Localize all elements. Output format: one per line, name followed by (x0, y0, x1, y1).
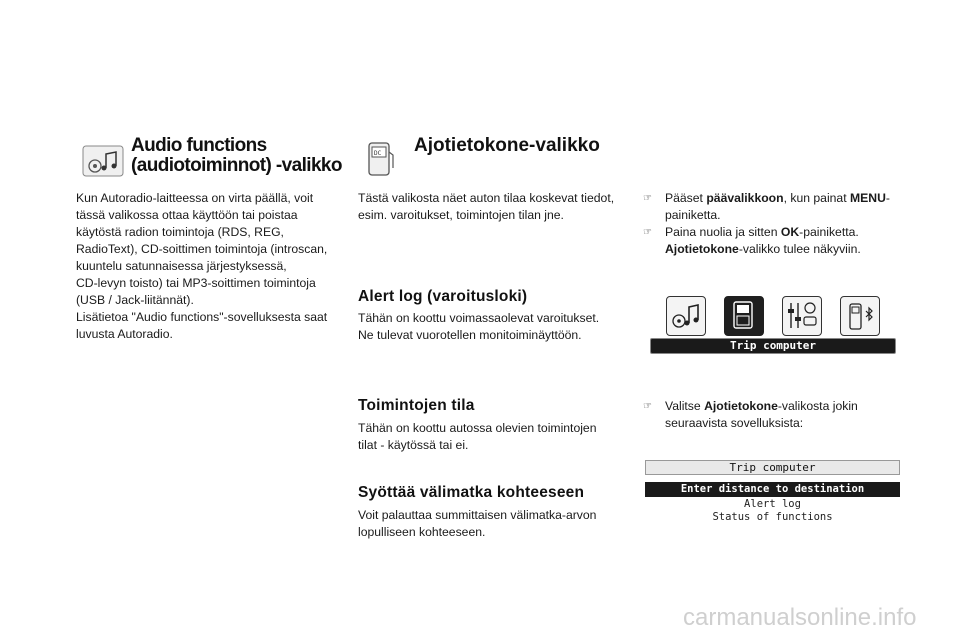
trip-section (358, 130, 620, 550)
distance-body (358, 507, 623, 541)
trip-menu-item-label: Enter distance to destination (680, 483, 865, 495)
main-menu-selection-label: Trip computer (729, 339, 817, 352)
step-1 (643, 190, 903, 224)
audio-icon (667, 297, 704, 334)
audio-title-line2: (audiotoiminnot) -valikko (131, 155, 342, 176)
audio-body-line: käytöstä radion toimintoja (RDS, REG, (76, 225, 284, 239)
step-text: - (885, 191, 890, 205)
step-3-text (665, 398, 858, 432)
audio-body-line: tässä valikossa ottaa käyttöön tai poistaa (76, 208, 298, 222)
menu-trip-computer-icon[interactable] (724, 296, 764, 336)
alert-log-body (358, 310, 623, 344)
audio-body (76, 190, 348, 343)
arrow-bullet-icon: ☞ (643, 193, 652, 204)
audio-body-line: luvusta Autoradio. (76, 327, 173, 341)
trip-menu-title-bar (645, 460, 900, 475)
step-text: -valikko tulee näkyviin. (738, 242, 861, 256)
distance-line: Voit palauttaa summittaisen välimatka-arvon (358, 508, 597, 522)
step-text: -valikosta jokin (777, 399, 858, 413)
step-bold: OK (780, 225, 800, 239)
step-bold: MENU (849, 191, 886, 205)
alert-log-line: Ne tulevat vuorotellen monitoiminäyttöön. (358, 328, 582, 342)
step-text: , kun painat (783, 191, 850, 205)
steps-section (643, 190, 903, 258)
audio-section (76, 130, 346, 350)
trip-menu-item[interactable]: Alert log (744, 498, 801, 510)
step-1-text (665, 190, 890, 224)
trip-menu-item[interactable]: Status of functions (712, 511, 833, 523)
alert-log-heading: Alert log (varoitusloki) (358, 288, 528, 305)
menu-settings-icon[interactable] (782, 296, 822, 336)
arrow-bullet-icon: ☞ (643, 401, 652, 412)
trip-menu-title: Trip computer (729, 461, 816, 474)
trip-intro (358, 190, 623, 224)
step-2 (643, 224, 903, 258)
step-text: painiketta. (665, 208, 721, 222)
step-text: Valitse (665, 399, 705, 413)
watermark: carmanualsonline.info (683, 604, 917, 631)
trip-title: Ajotietokone-valikko (414, 135, 600, 156)
trip-computer-icon (725, 297, 762, 334)
status-heading: Toimintojen tila (358, 397, 475, 414)
step-text: -painiketta. (799, 225, 859, 239)
audio-body-line: CD-levyn toisto) tai MP3-soittimen toimintoja (76, 276, 316, 290)
distance-heading: Syöttää välimatka kohteeseen (358, 484, 585, 501)
telephone-bluetooth-icon (841, 297, 878, 334)
menu-telephone-icon[interactable] (840, 296, 880, 336)
step-3 (643, 398, 903, 432)
audio-body-line: (USB / Jack-liitännät). (76, 293, 194, 307)
trip-computer-fuel-pump-icon (366, 140, 396, 178)
audio-music-note-icon (82, 142, 124, 178)
menu-audio-icon[interactable] (666, 296, 706, 336)
audio-body-line: kuuntelu satunnaisessa järjestyksessä, (76, 259, 287, 273)
step-bold: päävalikkoon (706, 191, 784, 205)
svg-text:DC: DC (374, 150, 382, 157)
status-body (358, 420, 623, 454)
steps-section-2 (643, 398, 903, 432)
audio-body-line: Lisätietoa "Audio functions"-sovelluksesta saat (76, 310, 328, 324)
step-2-text (665, 224, 861, 258)
trip-intro-line: Tästä valikosta näet auton tilaa koskevat tiedot, (358, 191, 615, 205)
main-menu-screen (650, 296, 896, 354)
status-line: Tähän on koottu autossa olevien toimintojen (358, 421, 597, 435)
settings-sliders-icon (783, 297, 820, 334)
trip-menu-screen (645, 460, 900, 528)
step-text: Pääset (665, 191, 707, 205)
trip-intro-line: esim. varoitukset, toimintojen tilan jne. (358, 208, 564, 222)
audio-body-line: RadioText), CD-soittimen toimintoja (introscan, (76, 242, 328, 256)
step-text: Paina nuolia ja sitten (665, 225, 781, 239)
audio-body-line: Kun Autoradio-laitteessa on virta päällä, voit (76, 191, 314, 205)
status-line: tilat - käytössä tai ei. (358, 438, 469, 452)
alert-log-line: Tähän on koottu voimassaolevat varoitukset. (358, 311, 600, 325)
arrow-bullet-icon: ☞ (643, 227, 652, 238)
main-menu-selection-bar (650, 338, 896, 354)
trip-menu-item-selected[interactable] (645, 482, 900, 497)
distance-line: lopulliseen kohteeseen. (358, 525, 486, 539)
step-bold: Ajotietokone (665, 242, 739, 256)
audio-title-line1: Audio functions (131, 135, 267, 156)
step-bold: Ajotietokone (704, 399, 778, 413)
step-text: seuraavista sovelluksista: (665, 416, 804, 430)
